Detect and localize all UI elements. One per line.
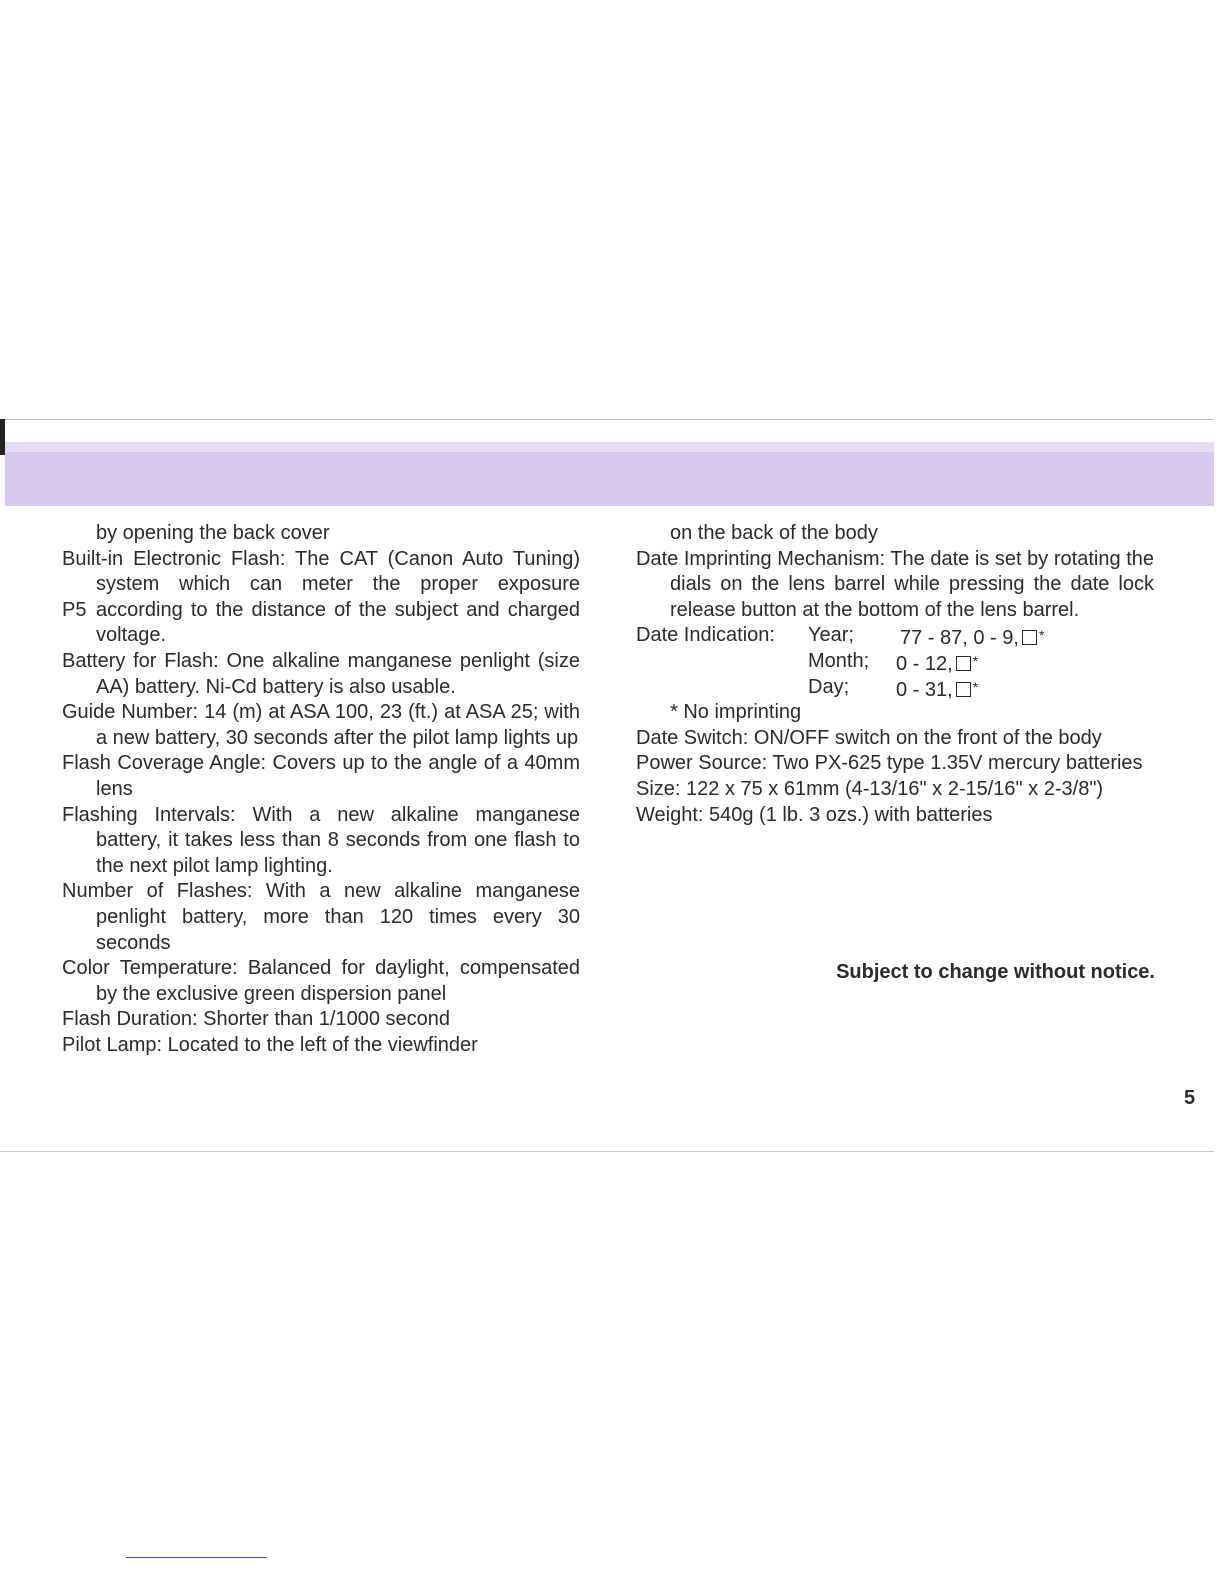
spec-entry: on the back of the body	[670, 522, 878, 544]
date-indication-row	[636, 675, 1154, 701]
bottom-edge-mark	[126, 1557, 267, 1558]
page-number: 5	[1184, 1087, 1196, 1109]
spec-entry: Color Temperature: Balanced for daylight, compensated by the exclusive green dispersion panel	[62, 957, 580, 1005]
spec-entry: Guide Number: 14 (m) at ASA 100, 23 (ft.) at ASA 25; with a new battery, 30 seconds after the pilot lamp lights up	[62, 701, 580, 749]
date-indication-footnote: * No imprinting	[670, 701, 802, 724]
spec-entry: Number of Flashes: With a new alkaline manganese penlight battery, more than 120 times every 30 seconds	[62, 880, 580, 954]
date-indication-label: Date Indication:	[636, 624, 775, 647]
spec-entry: Date Switch: ON/OFF switch on the front of the body	[636, 726, 1102, 749]
spec-entry: Pilot Lamp: Located to the left of the viewfinder	[62, 1033, 478, 1056]
spec-entry: Weight: 540g (1 lb. 3 ozs.) with batteries	[636, 803, 993, 826]
date-range: 77 - 87, 0 - 9, *	[900, 627, 1045, 650]
date-indication-block	[636, 623, 1154, 725]
date-indication-row	[636, 623, 1154, 649]
header-band-highlight	[5, 442, 1214, 452]
no-imprint-box-icon	[956, 682, 971, 697]
bottom-rule	[0, 1151, 1214, 1152]
no-imprint-box-icon	[1022, 630, 1037, 645]
top-rule	[0, 419, 1214, 420]
date-unit: Year;	[808, 624, 854, 647]
spec-entry-date-imprinting: Date Imprinting Mechanism: The date is set by rotating the dials on the lens barrel while pressing the date lock release button at the bottom of the lens barrel.	[636, 547, 1154, 621]
spec-entry: Built-in Electronic Flash: The CAT (Canon Auto Tuning) system which can meter the proper exposure according to the distance of the subject and charged voltage.	[62, 547, 580, 647]
change-notice: Subject to change without notice.	[836, 961, 1155, 983]
spec-entry: Flashing Intervals: With a new alkaline manganese battery, it takes less than 8 seconds from one flash to the next pilot lamp lighting.	[62, 803, 580, 877]
page-reference-label: P5	[62, 599, 87, 621]
no-imprint-box-icon	[956, 656, 971, 671]
date-range: 0 - 31, *	[896, 678, 979, 701]
date-unit: Month;	[808, 649, 870, 672]
right-column	[636, 521, 1154, 828]
date-unit: Day;	[808, 675, 850, 698]
left-column	[62, 521, 580, 1058]
date-indication-row	[636, 649, 1154, 675]
spec-entry: Size: 122 x 75 x 61mm (4-13/16" x 2-15/16" x 2-3/8")	[636, 777, 1104, 800]
spec-entry: by opening the back cover	[96, 522, 330, 544]
spec-entry: Flash Coverage Angle: Covers up to the angle of a 40mm lens	[62, 752, 580, 800]
date-range: 0 - 12, *	[896, 652, 979, 675]
spec-entry: Battery for Flash: One alkaline manganese penlight (size AA) battery. Ni-Cd battery is also usable.	[62, 649, 580, 698]
spec-entry: Power Source: Two PX-625 type 1.35V mercury batteries	[636, 752, 1143, 775]
spec-entry: Flash Duration: Shorter than 1/1000 second	[62, 1008, 451, 1031]
